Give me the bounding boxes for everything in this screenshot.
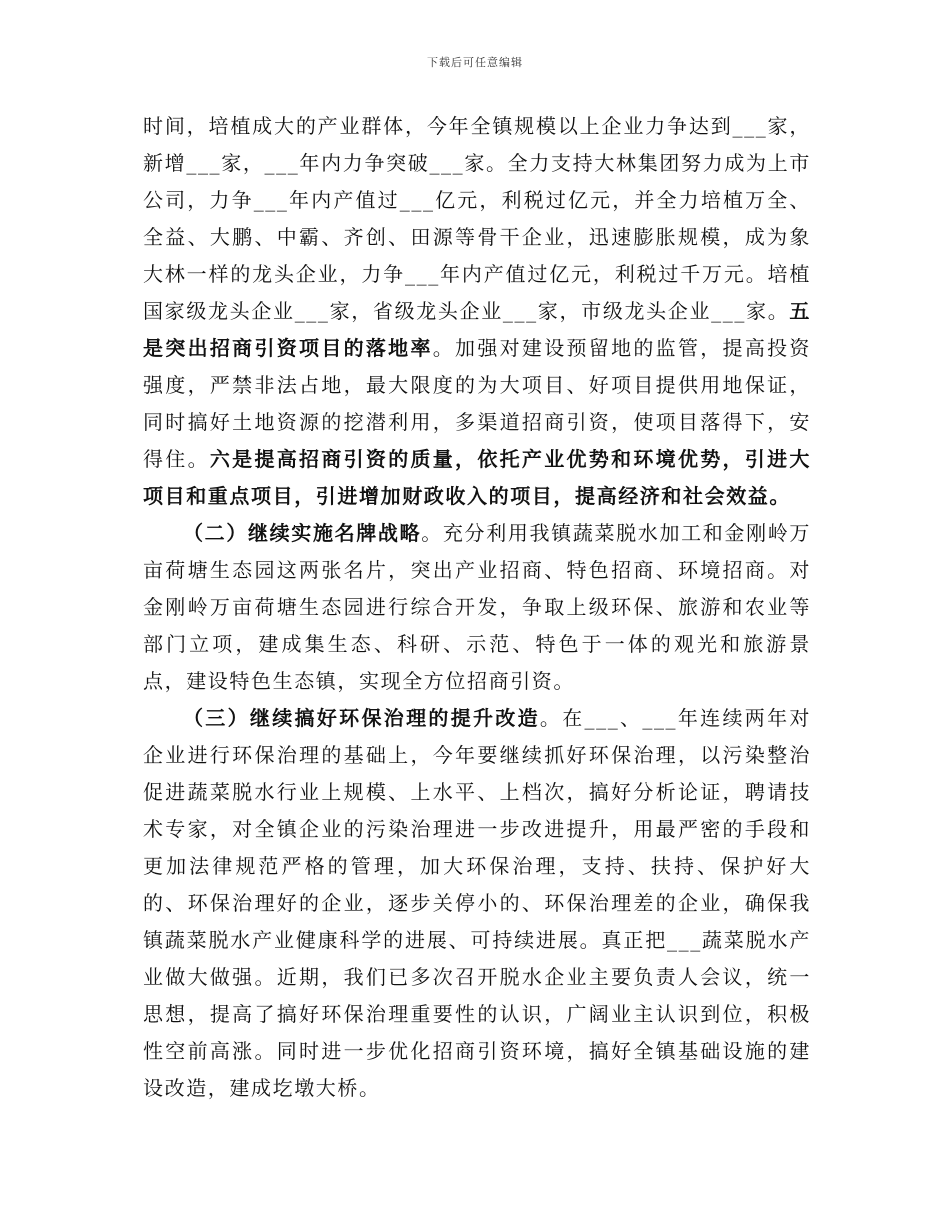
page-header: 下载后可任意编辑 bbox=[427, 56, 523, 69]
document-body bbox=[143, 108, 811, 1107]
section-3-heading: （三）继续搞好环保治理的提升改造 bbox=[183, 706, 540, 730]
point-five-heading: 五是突出招商引资项目的落地率 bbox=[143, 299, 811, 360]
paragraph-3 bbox=[143, 700, 811, 1107]
section-2-heading: （二）继续实施名牌战略 bbox=[183, 521, 422, 545]
point-five-text: 。加强对建设预留地的监管，提高投资强度，严禁非法占地，最大限度的为大项目、好项目提供用地保证，同时搞好土地资源的挖潜利用，多渠道招商引资，使项目落得下，安得住。 bbox=[143, 336, 811, 471]
section-3-text: 。在___、___年连续两年对企业进行环保治理的基础上，今年要继续抓好环保治理，以污染整治促进蔬菜脱水行业上规模、上水平、上档次，搞好分析论证，聘请技术专家，对全镇企业的污染治理进一步改进提升，用最严密的手段和更加法律规范严格的管理，加大环保治理，支持、扶持、保护好大的、环保治理好的企业，逐步关停小的、环保治理差的企业，确保我镇蔬菜脱水产业健康科学的进展、可持续进展。真正把___蔬菜脱水产业做大做强。近期，我们已多次召开脱水企业主要负责人会议，统一思想，提高了搞好环保治理重要性的认识，广阔业主认识到位，积极性空前高涨。同时进一步优化招商引资环境，搞好全镇基础设施的建设改造，建成圪墩大桥。 bbox=[143, 706, 811, 1100]
paragraph-1-text: 时间，培植成大的产业群体，今年全镇规模以上企业力争达到___家，新增___家，___年内力争突破___家。全力支持大林集团努力成为上市公司，力争___年内产值过___亿元，利税过亿元，并全力培植万全、全益、大鹏、中霸、齐创、田源等骨干企业，迅速膨胀规模，成为象大林一样的龙头企业，力争___年内产值过亿元，利税过千万元。培植国家级龙头企业___家，省级龙头企业___家，市级龙头企业___家。 bbox=[143, 114, 811, 323]
section-2-text: 。充分利用我镇蔬菜脱水加工和金刚岭万亩荷塘生态园这两张名片，突出产业招商、特色招商、环境招商。对金刚岭万亩荷塘生态园进行综合开发，争取上级环保、旅游和农业等部门立项，建成集生态、科研、示范、特色于一体的观光和旅游景点，建设特色生态镇，实现全方位招商引资。 bbox=[143, 521, 811, 693]
point-six-text: 六是提高招商引资的质量，依托产业优势和环境优势，引进大项目和重点项目，引进增加财政收入的项目，提高经济和社会效益。 bbox=[143, 447, 811, 508]
paragraph-2 bbox=[143, 515, 811, 700]
paragraph-1 bbox=[143, 108, 811, 515]
